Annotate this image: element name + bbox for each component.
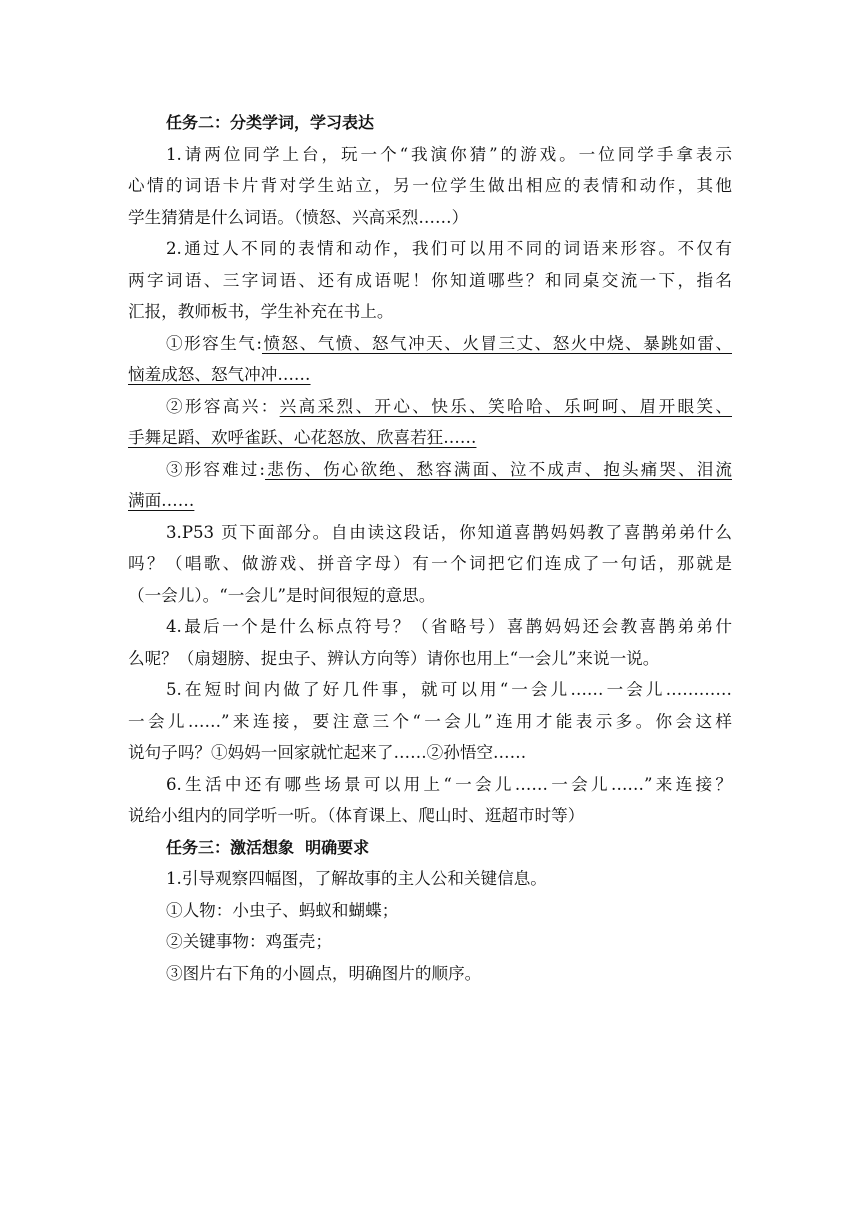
paragraph-6-line-1: 6.生活中还有哪些场景可以用上“一会儿……一会儿……”来连接？ <box>166 774 732 794</box>
list-happy-words: 兴高采烈、开心、快乐、笑哈哈、乐呵呵、眉开眼笑、 <box>279 396 732 416</box>
paragraph-4-line-1: 4.最后一个是什么标点符号？（省略号）喜鹊妈妈还会教喜鹊弟弟什 <box>166 617 732 636</box>
paragraph-6-line-2: 说给小组内的同学听一听。（体育课上、爬山时、逛超市时等） <box>128 806 585 825</box>
list-sad-line-2 <box>128 485 732 517</box>
task3-heading: 任务三：激活想象 明确要求 <box>166 837 370 857</box>
task2-heading: 任务二：分类学词，学习表达 <box>166 113 375 132</box>
document-page <box>128 107 732 989</box>
paragraph-5-line-3: 说句子吗？①妈妈一回家就忙起来了……②孙悟空…… <box>128 743 527 762</box>
task3-item-order: ③图片右下角的小圆点，明确图片的顺序。 <box>166 963 482 983</box>
task3-item-1: 1.引导观察四幅图，了解故事的主人公和关键信息。 <box>166 869 547 888</box>
paragraph-1-line-2: 心情的词语卡片背对学生站立，另一位学生做出相应的表情和动作，其他 <box>128 176 732 195</box>
list-sad-line-1 <box>128 454 732 486</box>
list-sad-words: 悲伤、伤心欲绝、愁容满面、泣不成声、抱头痛哭、泪流 <box>265 459 732 479</box>
list-angry-label: ①形容生气: <box>166 333 262 353</box>
paragraph-3-line-1: 3.P53 页下面部分。自由读这段话，你知道喜鹊妈妈教了喜鹊弟弟什么 <box>166 522 732 542</box>
paragraph-2-line-3: 汇报，教师板书，学生补充在书上。 <box>128 302 394 321</box>
paragraph-1-line-3: 学生猜猜是什么词语。（愤怒、兴高采烈……） <box>128 207 469 227</box>
paragraph-2-line-2: 两字词语、三字词语、还有成语呢！你知道哪些？和同桌交流一下，指名 <box>128 270 732 290</box>
list-angry-line-2 <box>128 359 732 391</box>
paragraph-4-line-2: 么呢？（扇翅膀、捉虫子、辨认方向等）请你也用上“一会儿”来说一说。 <box>128 648 660 668</box>
paragraph-2-line-1: 2.通过人不同的表情和动作，我们可以用不同的词语来形容。不仅有 <box>166 239 732 258</box>
paragraph-1-line-1: 1.请两位同学上台，玩一个“我演你猜”的游戏。一位同学手拿表示 <box>166 144 732 164</box>
list-sad-words-cont: 满面…… <box>128 491 195 510</box>
list-happy-words-cont: 手舞足蹈、欢呼雀跃、心花怒放、欣喜若狂…… <box>128 428 477 447</box>
paragraph-3-line-2: 吗？（唱歌、做游戏、拼音字母）有一个词把它们连成了一句话，那就是 <box>128 554 732 573</box>
list-angry-words: 愤怒、气愤、怒气冲天、火冒三丈、怒火中烧、暴跳如雷、 <box>261 333 732 353</box>
paragraph-5-line-1: 5.在短时间内做了好几件事，就可以用“一会儿……一会儿………… <box>166 680 732 699</box>
list-angry-words-cont: 恼羞成怒、怒气冲冲…… <box>128 365 311 384</box>
task3-item-key-object: ②关键事物：鸡蛋壳； <box>166 932 332 951</box>
list-happy-line-2 <box>128 422 732 454</box>
list-happy-label: ②形容高兴： <box>166 396 280 416</box>
paragraph-5-line-2: 一会儿……”来连接，要注意三个“一会儿”连用才能表示多。你会这样 <box>128 711 732 731</box>
list-angry-line-1 <box>128 328 732 360</box>
task3-item-characters: ①人物：小虫子、蚂蚁和蝴蝶； <box>166 900 399 920</box>
paragraph-3-line-3: （一会儿）。“一会儿”是时间很短的意思。 <box>128 585 436 605</box>
list-happy-line-1 <box>128 391 732 423</box>
list-sad-label: ③形容难过: <box>166 459 265 479</box>
